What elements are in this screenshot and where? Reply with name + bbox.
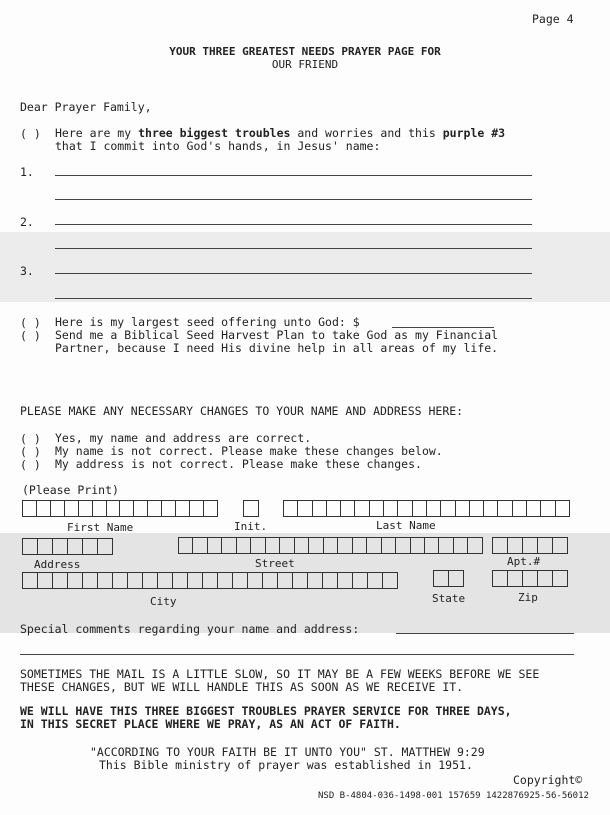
trouble-3-line[interactable] [55, 273, 532, 274]
trouble-number-1: 1. [20, 165, 34, 179]
apt-label: Apt.# [507, 555, 541, 568]
option-correct-text: Yes, my name and address are correct. [55, 431, 312, 445]
service-note-line1: WE WILL HAVE THIS THREE BIGGEST TROUBLES PRAYER SERVICE FOR THREE DAYS, [20, 704, 512, 718]
plan-checkbox[interactable]: ( ) [20, 329, 41, 343]
address-number-boxes[interactable] [22, 538, 113, 555]
street-label: Street [255, 557, 295, 570]
special-comments-line-2[interactable] [20, 654, 574, 655]
city-label: City [150, 595, 177, 608]
troubles-text: Here are my three biggest troubles and worries and this purple #3 [55, 126, 506, 140]
trouble-number-2: 2. [20, 215, 34, 229]
plan-text: Send me a Biblical Seed Harvest Plan to take God as my Financial [55, 328, 499, 342]
option-name-text: My name is not correct. Please make these changes below. [55, 444, 443, 458]
apt-boxes[interactable] [492, 537, 568, 554]
option-name-checkbox[interactable]: ( ) [20, 445, 41, 459]
scripture-quote: "ACCORDING TO YOUR FAITH BE IT UNTO YOU" ST. MATTHEW 9:29 [90, 745, 485, 759]
plan-text-line2: Partner, because I need His divine help in all areas of my life. [55, 341, 499, 355]
ministry-note: This Bible ministry of prayer was established in 1951. [99, 758, 473, 772]
greeting: Dear Prayer Family, [20, 100, 152, 114]
last-name-label: Last Name [376, 519, 436, 532]
last-name-boxes[interactable] [283, 500, 570, 517]
troubles-text-line2: that I commit into God's hands, in Jesus' name: [55, 139, 381, 153]
street-boxes[interactable] [178, 537, 483, 554]
init-label: Init. [234, 520, 268, 533]
trouble-number-3: 3. [20, 264, 34, 278]
address-label: Address [34, 558, 81, 571]
state-boxes[interactable] [433, 570, 464, 587]
trouble-3-line-2[interactable] [55, 298, 532, 299]
first-name-label: First Name [67, 521, 134, 534]
first-name-boxes[interactable] [22, 500, 218, 517]
special-comments-line[interactable] [396, 633, 574, 634]
page-number: Page 4 [532, 12, 574, 26]
initial-box[interactable] [243, 500, 259, 517]
copyright: Copyright© [513, 773, 583, 787]
special-comments-label: Special comments regarding your name and address: [20, 622, 360, 636]
page-title: YOUR THREE GREATEST NEEDS PRAYER PAGE FOR [169, 45, 441, 58]
trouble-1-line-2[interactable] [55, 199, 532, 200]
address-heading: PLEASE MAKE ANY NECESSARY CHANGES TO YOUR NAME AND ADDRESS HERE: [20, 404, 464, 418]
option-correct-checkbox[interactable]: ( ) [20, 432, 41, 446]
option-address-checkbox[interactable]: ( ) [20, 458, 41, 472]
page-subtitle: OUR FRIEND [271, 58, 339, 71]
trouble-2-line[interactable] [55, 224, 532, 225]
offering-checkbox[interactable]: ( ) [20, 316, 41, 330]
mail-note-line1: SOMETIMES THE MAIL IS A LITTLE SLOW, SO IT MAY BE A FEW WEEKS BEFORE WE SEE [20, 667, 540, 681]
option-address-text: My address is not correct. Please make these changes. [55, 457, 422, 471]
zip-boxes[interactable] [492, 570, 568, 587]
scan-shade [0, 232, 610, 302]
offering-text: Here is my largest seed offering unto God: $ [55, 315, 360, 329]
service-note-line2: IN THIS SECRET PLACE WHERE WE PRAY, AS AN ACT OF FAITH. [20, 717, 401, 731]
please-print-label: (Please Print) [22, 483, 119, 497]
trouble-1-line[interactable] [55, 175, 532, 176]
zip-label: Zip [518, 591, 538, 604]
troubles-checkbox[interactable]: ( ) [20, 127, 41, 141]
mail-note-line2: THESE CHANGES, BUT WE WILL HANDLE THIS AS SOON AS WE RECEIVE IT. [20, 680, 464, 694]
trouble-2-line-2[interactable] [55, 248, 532, 249]
city-boxes[interactable] [22, 572, 398, 589]
state-label: State [432, 592, 466, 605]
footer-codes: NSD B-4804-036-1498-001 157659 1422876925-56-56012 [318, 791, 589, 801]
